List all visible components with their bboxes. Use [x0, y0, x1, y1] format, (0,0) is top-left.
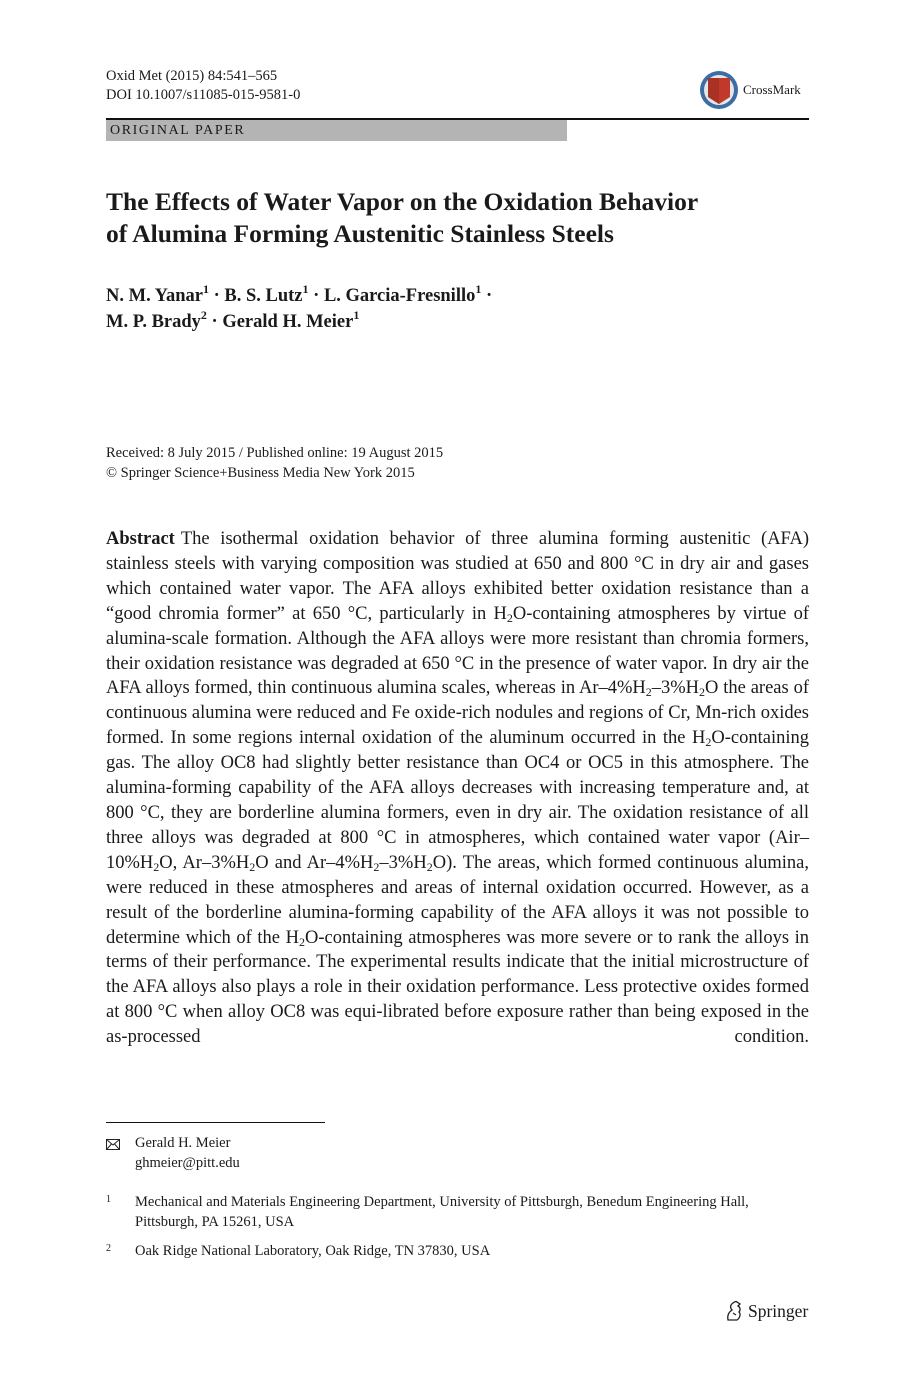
publisher-name: Springer: [748, 1300, 809, 1321]
author-name[interactable]: Gerald H. Meier: [222, 312, 354, 332]
received-date: Received: 8 July 2015 / Published online: 19 August 2015: [106, 445, 444, 461]
affiliation-number: 1: [106, 1194, 111, 1205]
publication-dates: [106, 443, 443, 483]
subscript: 2: [699, 685, 706, 700]
author-separator: ·: [485, 286, 493, 306]
springer-horse-icon: [724, 1300, 744, 1322]
corresponding-author: [106, 1133, 240, 1173]
abstract-text: –3%H: [379, 852, 427, 873]
section-label: ORIGINAL PAPER: [106, 120, 567, 141]
journal-citation: Oxid Met (2015) 84:541–565: [106, 68, 278, 84]
abstract-text: O). The areas, which formed continuous alumina, were reduced in these atmospheres and areas of internal oxidation occurred. However, as a result of the borderline alumina-forming capability of the AFA alloys it was not possible to determine which of the H: [106, 852, 809, 948]
affiliation-text: Oak Ridge National Laboratory, Oak Ridge, TN 37830, USA: [135, 1243, 491, 1259]
abstract-text: O, Ar–3%H: [159, 852, 250, 873]
affiliation-mark: 2: [200, 307, 207, 322]
affiliation-1: [106, 1193, 809, 1232]
crossmark-badge[interactable]: [699, 70, 801, 110]
author-name[interactable]: L. Garcia-Fresnillo: [323, 286, 476, 306]
author-name[interactable]: B. S. Lutz: [224, 286, 303, 306]
affiliation-mark: 1: [475, 281, 482, 296]
corresponding-name: Gerald H. Meier: [135, 1135, 231, 1151]
abstract-text: O and Ar–4%H: [255, 852, 374, 873]
author-line-1: [106, 283, 806, 309]
subscript: 2: [153, 859, 160, 874]
subscript: 2: [249, 859, 256, 874]
author-list: [106, 283, 806, 335]
footnote-rule: [106, 1122, 325, 1123]
subscript: 2: [645, 685, 652, 700]
abstract: [106, 527, 809, 1050]
subscript: 2: [373, 859, 380, 874]
subscript: 2: [506, 610, 513, 625]
title-line-2: of Alumina Forming Austenitic Stainless Steels: [106, 219, 614, 248]
corresponding-email[interactable]: ghmeier@pitt.edu: [135, 1155, 240, 1171]
subscript: 2: [298, 934, 305, 949]
author-separator: ·: [213, 286, 220, 306]
journal-info: [106, 67, 300, 105]
author-separator: ·: [211, 312, 218, 332]
affiliation-mark: 1: [202, 281, 209, 296]
title-line-1: The Effects of Water Vapor on the Oxidation Behavior: [106, 187, 699, 216]
paper-title: [106, 186, 806, 250]
author-separator: ·: [313, 286, 320, 306]
abstract-text: –3%H: [651, 678, 700, 699]
affiliation-mark: 1: [302, 281, 309, 296]
subscript: 2: [426, 859, 433, 874]
envelope-icon: [106, 1133, 135, 1173]
abstract-text: The isothermal oxidation behavior of three alumina forming austenitic (AFA) stainless steels with varying composition was studied at 650 and 800 °C in dry air and gases which contained water vapor. The AFA alloys exhibited better oxidation resistance than a “good chromia former” at 650 °C, particularly in H: [106, 529, 809, 624]
crossmark-icon: [699, 70, 739, 110]
copyright-notice: © Springer Science+Business Media New York 2015: [106, 465, 415, 481]
affiliation-text: Mechanical and Materials Engineering Department, University of Pittsburgh, Benedum Engineering Hall, Pittsburgh, PA 15261, USA: [135, 1194, 749, 1230]
abstract-text: O-containing atmospheres was more severe or to rank the alloys in terms of their performance. The experimental results indicate that the initial microstructure of the AFA alloys also plays a role in their oxidation performance. Less protective oxides formed at 800 °C when alloy OC8 was equi-librated before exposure rather than being exposed in the as-processed condition.: [106, 927, 810, 1048]
crossmark-label: CrossMark: [743, 82, 801, 97]
affiliation-2: [106, 1242, 809, 1262]
abstract-text: O-containing atmospheres by virtue of alumina-scale formation. Although the AFA alloys were more resistant than chromia formers, their oxidation resistance was degraded at 650 °C in the presence of water vapor. In dry air the AFA alloys formed, thin continuous alumina scales, whereas in Ar–4%H: [106, 603, 809, 699]
doi[interactable]: DOI 10.1007/s11085-015-9581-0: [106, 87, 301, 103]
affiliation-mark: 1: [353, 307, 360, 322]
abstract-text: O-containing gas. The alloy OC8 had slightly better resistance than OC4 or OC5 in this atmosphere. The alumina-forming capability of the AFA alloys decreases with increasing temperature and, at 800 °C, they are borderline alumina formers, even in dry air. The oxidation resistance of all three alloys was degraded at 800 °C in atmospheres, which contained water vapor (Air–10%H: [106, 728, 809, 873]
abstract-label: Abstract: [106, 529, 175, 549]
author-line-2: [106, 309, 806, 335]
author-name[interactable]: N. M. Yanar: [106, 286, 203, 306]
subscript: 2: [705, 735, 712, 750]
abstract-text: O the areas of continuous alumina were reduced and Fe oxide-rich nodules and regions of Cr, Mn-rich oxides formed. In some regions internal oxidation of the aluminum occurred in the H: [106, 678, 809, 749]
author-name[interactable]: M. P. Brady: [106, 312, 201, 332]
affiliation-number: 2: [106, 1243, 111, 1254]
publisher-logo: [724, 1300, 808, 1322]
